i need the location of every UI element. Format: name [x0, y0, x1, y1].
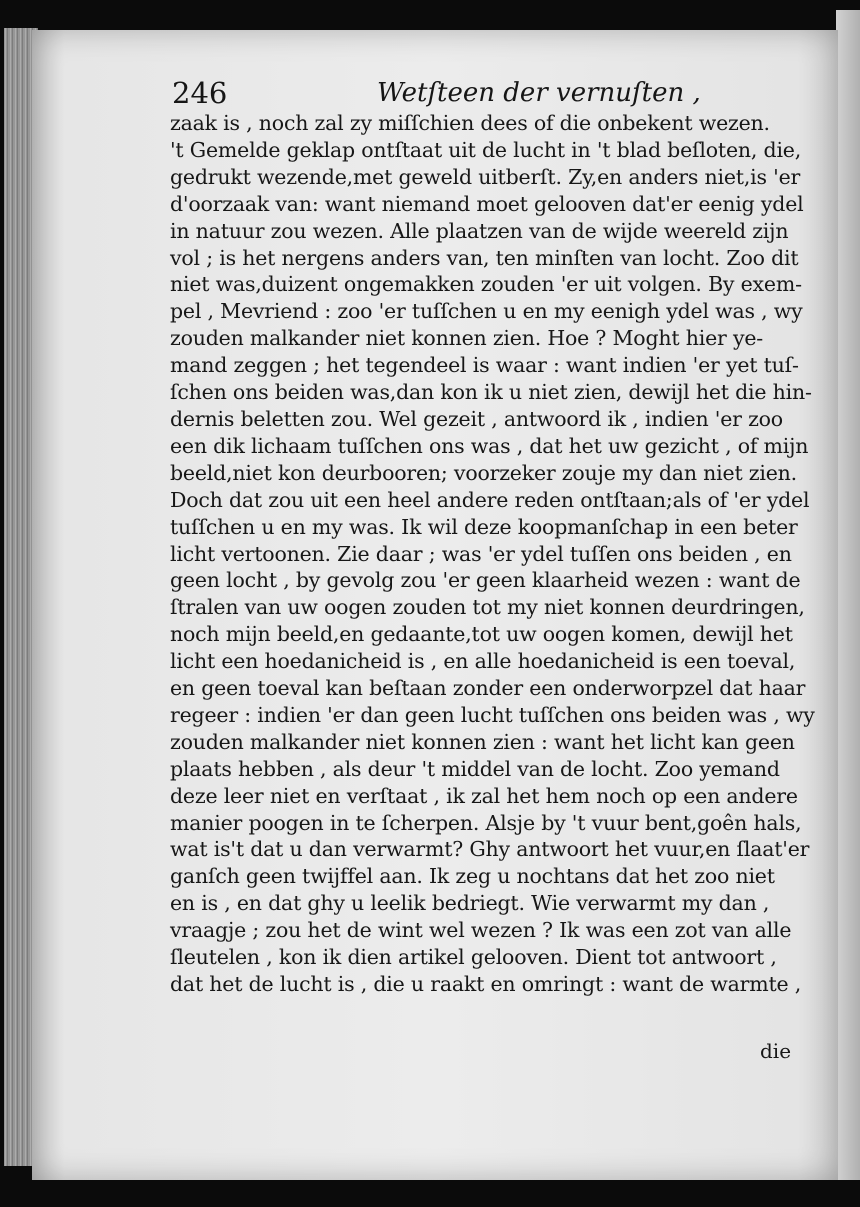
text-line: pel , Mevriend : zoo 'er tuſſchen u en my eenigh ydel was , wy — [170, 299, 803, 324]
text-line: ſtralen van uw oogen zouden tot my niet konnen deurdringen, — [170, 595, 805, 620]
text-line: en geen toeval kan beſtaan zonder een onderworpzel dat haar — [170, 676, 806, 701]
facing-page-edge — [836, 10, 860, 1180]
text-line: regeer : indien 'er dan geen lucht tuſſchen ons beiden was , wy — [170, 702, 815, 727]
text-line: ganſch geen twijffel aan. Ik zeg u nochtans dat het zoo niet — [170, 864, 775, 889]
text-line: mand zeggen ; het tegendeel is waar : want indien 'er yet tuſ- — [170, 353, 799, 378]
text-line: zouden malkander niet konnen zien. Hoe ? Moght hier ye- — [170, 326, 763, 351]
text-line: niet was,duizent ongemakken zouden 'er uit volgen. By exem- — [170, 272, 802, 297]
text-line: en is , en dat ghy u leelik bedriegt. Wie verwarmt my dan , — [170, 891, 770, 916]
text-line: licht vertoonen. Zie daar ; was 'er ydel tuſſen ons beiden , en — [170, 541, 792, 566]
page-number: 246 — [172, 76, 228, 110]
text-line: tuſſchen u en my was. Ik wil deze koopmanſchap in een beter — [170, 514, 798, 539]
text-line: geen locht , by gevolg zou 'er geen klaarheid wezen : want de — [170, 568, 801, 593]
text-line: d'oorzaak van: want niemand moet gelooven dat'er eenig ydel — [170, 191, 804, 216]
show-through-bleed — [187, 1036, 487, 1060]
text-line: ſleutelen , kon ik dien artikel gelooven. Dient tot antwoort , — [170, 945, 777, 970]
text-line: in natuur zou wezen. Alle plaatzen van de wijde weereld zijn — [170, 218, 789, 243]
book-page — [32, 30, 838, 1180]
text-line: beeld,niet kon deurbooren; voorzeker zouje my dan niet zien. — [170, 460, 798, 485]
text-line: wat is't dat u dan verwarmt? Ghy antwoort het vuur,en ſlaat'er — [170, 837, 810, 862]
text-line: vraagje ; zou het de wint wel wezen ? Ik was een zot van alle — [170, 918, 792, 943]
text-line: plaats hebben , als deur 't middel van de locht. Zoo yemand — [170, 756, 780, 781]
text-line: dat het de lucht is , die u raakt en omringt : want de warmte , — [170, 972, 802, 996]
text-line: ſchen ons beiden was,dan kon ik u niet zien, dewijl het die hin- — [170, 380, 812, 405]
text-line: vol ; is het nergens anders van, ten minſten van locht. Zoo dit — [170, 245, 799, 270]
body-text — [170, 110, 830, 998]
text-line: dernis beletten zou. Wel gezeit , antwoord ik , indien 'er zoo — [170, 406, 783, 431]
text-line: licht een hoedanicheid is , en alle hoedanicheid is een toeval, — [170, 649, 796, 674]
text-line: Doch dat zou uit een heel andere reden ontſtaan;als of 'er ydel — [170, 487, 810, 512]
text-line: zaak is , noch zal zy miſſchien dees of die onbekent wezen. — [170, 111, 770, 135]
text-line: deze leer niet en verſtaat , ik zal het hem noch op een andere — [170, 783, 798, 808]
running-head: Wetſteen der vernuſten , — [377, 78, 701, 108]
text-line: zouden malkander niet konnen zien : want het licht kan geen — [170, 729, 795, 754]
text-line: 't Gemelde geklap ontſtaat uit de lucht in 't blad beſloten, die, — [170, 137, 802, 162]
catchword: die — [760, 1039, 792, 1063]
text-line: noch mijn beeld,en gedaante,tot uw oogen komen, dewijl het — [170, 622, 793, 647]
text-line: manier poogen in te ſcherpen. Alsje by 't vuur bent,goên hals, — [170, 810, 802, 835]
text-line: een dik lichaam tuſſchen ons was , dat het uw gezicht , of mijn — [170, 433, 809, 458]
text-line: gedrukt wezende,met geweld uitberſt. Zy,en anders niet,is 'er — [170, 164, 801, 189]
